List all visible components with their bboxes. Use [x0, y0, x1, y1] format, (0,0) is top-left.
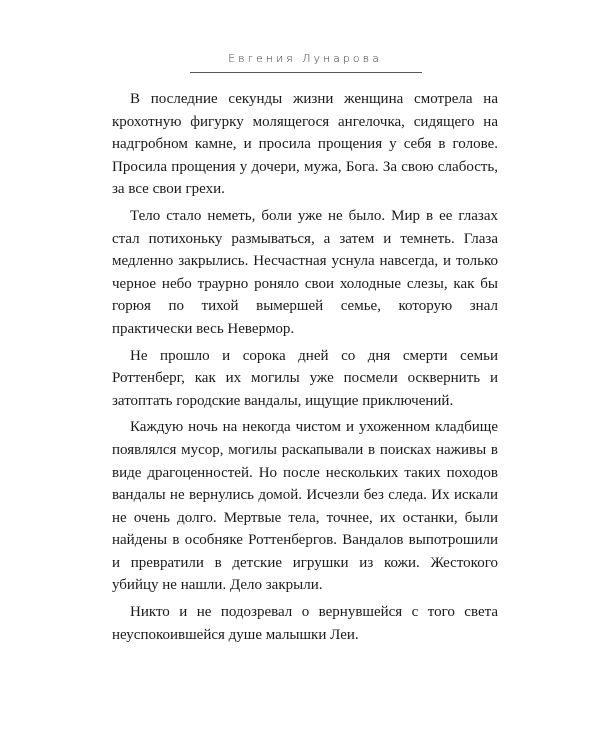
paragraph: Каждую ночь на некогда чистом и ухоженном кладбище появлялся мусор, могилы раскапывали в поисках наживы в виде драгоценностей. Но после нескольких таких походов вандалы не вернулись домой. Исчезли без следа. Их искали не очень долго. Мертвые тела, точнее, их останки, были найдены в особняке Роттенбергов. Вандалов выпотрошили и превратили в детские игрушки из кожи. Жестокого убийцу не нашли. Дело закрыли.	[112, 419, 498, 594]
running-header-author: Евгения Лунарова	[228, 52, 382, 65]
paragraph: Тело стало неметь, боли уже не было. Мир в ее глазах стал потихоньку размываться, а затем и темнеть. Глаза медленно закрылись. Несчастная уснула навсегда, и только черное небо траурно роняло свои холодные слезы, как бы горюя по тихой вымершей семье, которую знал практически весь Невермор.	[112, 207, 498, 337]
paragraph: Никто и не подозревал о вернувшейся с того света неуспокоившейся душе малышки Леи.	[112, 604, 498, 643]
header-rule	[190, 72, 422, 73]
paragraph: Не прошло и сорока дней со дня смерти семьи Роттенберг, как их могилы уже посмели осквернить и затоптать городские вандалы, ищущие приключений.	[112, 347, 498, 409]
body-text	[112, 88, 498, 650]
paragraph: В последние секунды жизни женщина смотрела на крохотную фигурку молящегося ангелочка, сидящего на надгробном камне, и просила прощения у себя в голове. Просила прощения у дочери, мужа, Бога. За свою слабость, за все свои грехи.	[112, 91, 498, 198]
